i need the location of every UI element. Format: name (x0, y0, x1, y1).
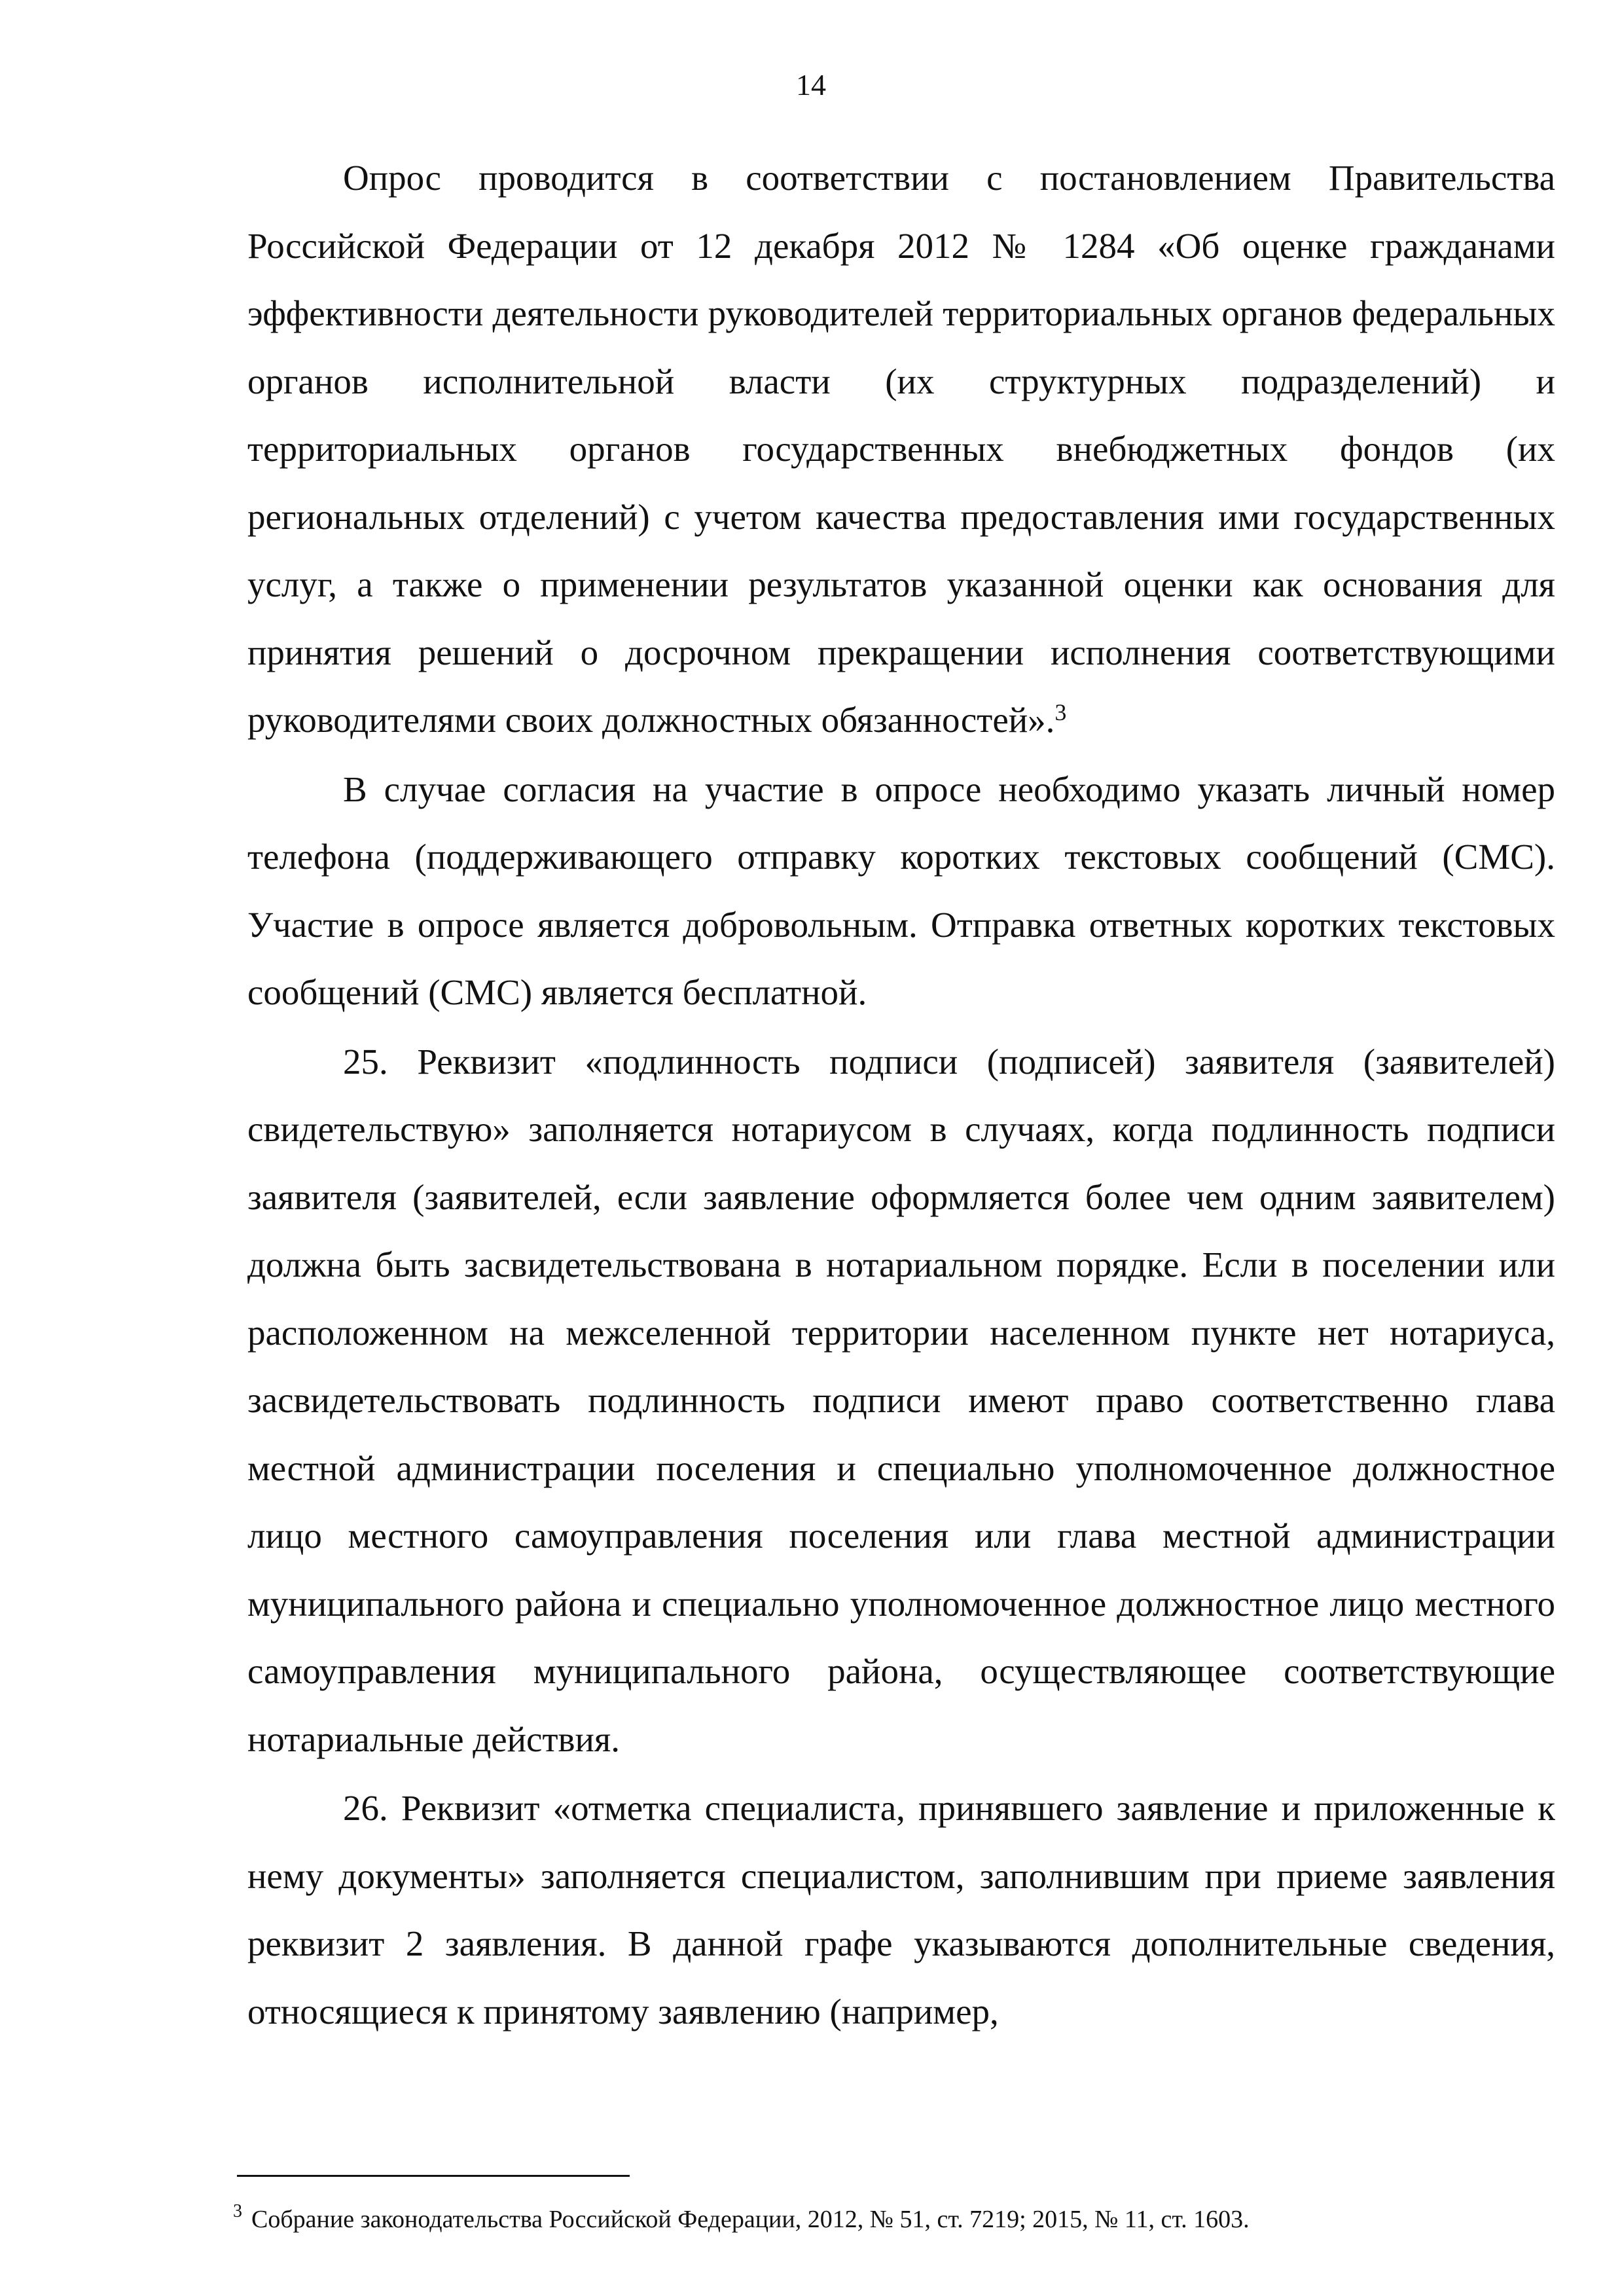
paragraph-text: 26. Реквизит «отметка специалиста, принявшего заявление и приложенные к нему документы» заполняется специалистом, заполнившим при приеме заявления реквизит 2 заявления. В данной графе указываются дополнительные сведения, относящиеся к принятому заявлению (например, (247, 1788, 1555, 2032)
body-text (247, 144, 1555, 2045)
paragraph-consent (247, 756, 1555, 1027)
footnote-reference: 3 (1054, 699, 1067, 725)
paragraph-item-25 (247, 1028, 1555, 1774)
footnote-mark: 3 (233, 2201, 242, 2221)
paragraph-text: В случае согласия на участие в опросе необходимо указать личный номер телефона (поддерживающего отправку коротких текстовых сообщений (СМС). Участие в опросе является добровольным. Отправка ответных коротких текстовых сообщений (СМС) является бесплатной. (247, 769, 1555, 1012)
paragraph-item-26 (247, 1774, 1555, 2045)
paragraph-text: Опрос проводится в соответствии с постановлением Правительства Российской Федерации от 12 декабря 2012 № 1284 «Об оценке гражданами эффективности деятельности руководителей территориальных органов федеральных органов исполнительной власти (их структурных подразделений) и территориальных органов государственных внебюджетных фондов (их региональных отделений) с учетом качества предоставления ими государственных услуг, а также о применении результатов указанной оценки как основания для принятия решений о досрочном прекращении исполнения соответствующими руководителями своих должностных обязанностей». (247, 158, 1555, 740)
footnote (233, 2202, 1542, 2236)
footnote-separator (237, 2175, 630, 2177)
footnote-text: Собрание законодательства Российской Федерации, 2012, № 51, ст. 7219; 2015, № 11, ст. 1603. (251, 2206, 1250, 2233)
paragraph-text: 25. Реквизит «подлинность подписи (подписей) заявителя (заявителей) свидетельствую» заполняется нотариусом в случаях, когда подлинность подписи заявителя (заявителей, если заявление оформляется более чем одним заявителем) должна быть засвидетельствована в нотариальном порядке. Если в поселении или расположенном на межселенной территории населенном пункте нет нотариуса, засвидетельствовать подлинность подписи имеют право соответственно глава местной администрации поселения и специально уполномоченное должностное лицо местного самоуправления поселения или глава местной администрации муниципального района и специально уполномоченное должностное лицо местного самоуправления муниципального района, осуществляющее соответствующие нотариальные действия. (247, 1041, 1555, 1759)
paragraph-survey (247, 144, 1555, 754)
page-number: 14 (796, 68, 826, 101)
